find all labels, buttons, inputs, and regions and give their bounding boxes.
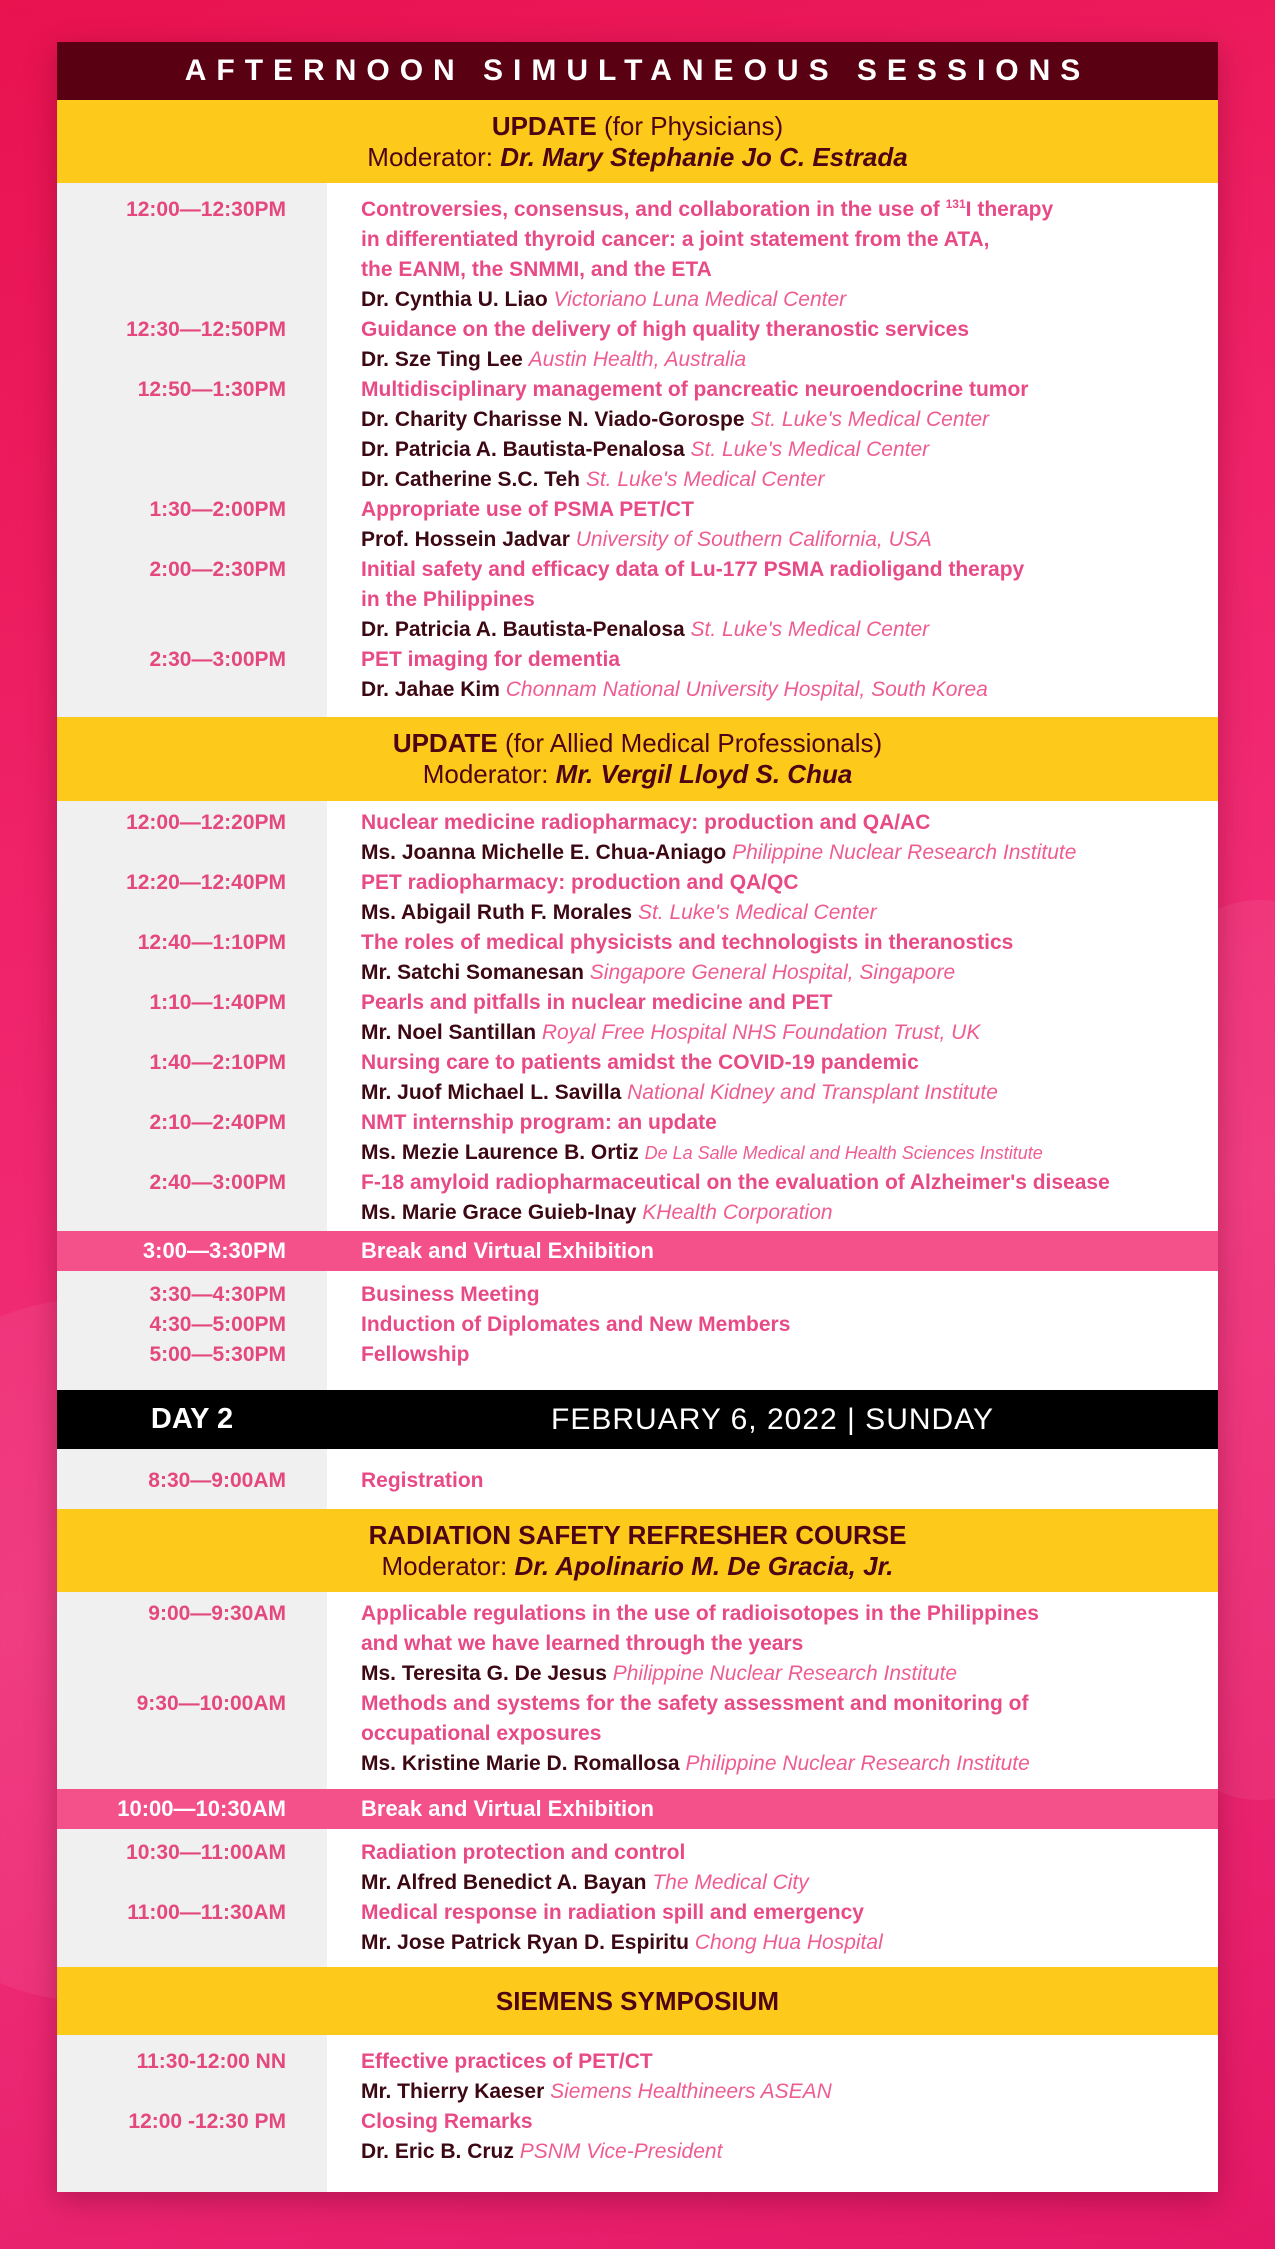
session-content bbox=[361, 1048, 1200, 1108]
talk-title: in differentiated thyroid cancer: a joint statement from the ATA, bbox=[361, 228, 990, 251]
break-time: 10:00—10:30AM bbox=[117, 1796, 286, 1821]
break-bar bbox=[57, 1789, 1218, 1829]
talk-title: in the Philippines bbox=[361, 588, 535, 611]
speaker-affiliation: Austin Health, Australia bbox=[528, 348, 747, 371]
schedule-row bbox=[57, 1108, 1218, 1168]
schedule-row bbox=[57, 808, 1218, 868]
talk-title: Applicable regulations in the use of radioisotopes in the Philippines bbox=[361, 1602, 1039, 1625]
session-content bbox=[361, 1689, 1200, 1779]
speaker-name: Ms. Marie Grace Guieb-Inay bbox=[361, 1201, 637, 1224]
schedule-row bbox=[57, 2107, 1218, 2167]
session-time: 12:50—1:30PM bbox=[137, 378, 286, 401]
business-list bbox=[57, 1280, 1218, 1370]
session-moderator: Moderator: Mr. Vergil Lloyd S. Chua bbox=[422, 759, 853, 789]
session-title: UPDATE (for Physicians) bbox=[491, 110, 784, 141]
talk-title: Nursing care to patients amidst the COVID-19 pandemic bbox=[361, 1051, 919, 1074]
speaker-affiliation: St. Luke's Medical Center bbox=[750, 408, 990, 431]
session-time: 2:40—3:00PM bbox=[149, 1171, 286, 1194]
day-bar bbox=[57, 1390, 1218, 1449]
session-time: 9:00—9:30AM bbox=[148, 1602, 286, 1625]
speaker-affiliation: Philippine Nuclear Research Institute bbox=[612, 1662, 958, 1685]
talk-title: Fellowship bbox=[361, 1343, 470, 1366]
session-moderator: Moderator: Dr. Mary Stephanie Jo C. Estrada bbox=[367, 141, 908, 172]
session-title: RADIATION SAFETY REFRESHER COURSE bbox=[368, 1519, 907, 1550]
speaker-line bbox=[361, 525, 1200, 555]
speaker-affiliation: Chonnam National University Hospital, South Korea bbox=[505, 678, 988, 701]
schedule-row bbox=[57, 1340, 1218, 1370]
session-content bbox=[361, 495, 1200, 555]
break-time: 3:00—3:30PM bbox=[142, 1238, 286, 1263]
talk-title: PET imaging for dementia bbox=[361, 648, 621, 671]
session-title: UPDATE (for Allied Medical Professionals) bbox=[392, 728, 883, 758]
talk-title: NMT internship program: an update bbox=[361, 1111, 717, 1134]
talk-title: Effective practices of PET/CT bbox=[361, 2050, 653, 2073]
speaker-line bbox=[361, 2137, 1200, 2167]
schedule-row bbox=[57, 315, 1218, 375]
speaker-line bbox=[361, 838, 1200, 868]
schedule-row bbox=[57, 645, 1218, 705]
talk-title: Controversies, consensus, and collaboration in the use of $^{131}$I therapy bbox=[361, 197, 1054, 221]
speaker-name: Mr. Juof Michael L. Savilla bbox=[361, 1081, 622, 1104]
session-list-siemens bbox=[57, 2047, 1218, 2167]
speaker-affiliation: National Kidney and Transplant Institute bbox=[627, 1081, 998, 1104]
session-time: 4:30—5:00PM bbox=[149, 1313, 286, 1336]
session-header-radiation bbox=[57, 1509, 1218, 1592]
talk-title: Induction of Diplomates and New Members bbox=[361, 1313, 791, 1336]
speaker-name: Dr. Patricia A. Bautista-Penalosa bbox=[361, 438, 685, 461]
session-content bbox=[361, 645, 1200, 705]
schedule-row bbox=[57, 495, 1218, 555]
session-content bbox=[361, 1280, 1200, 1310]
talk-title: Multidisciplinary management of pancreatic neuroendocrine tumor bbox=[361, 378, 1029, 401]
schedule-row bbox=[57, 928, 1218, 988]
session-time: 1:10—1:40PM bbox=[149, 991, 286, 1014]
schedule-row bbox=[57, 555, 1218, 645]
speaker-name: Mr. Noel Santillan bbox=[361, 1021, 537, 1044]
speaker-name: Mr. Jose Patrick Ryan D. Espiritu bbox=[361, 1931, 689, 1954]
speaker-line bbox=[361, 1018, 1200, 1048]
registration-row bbox=[57, 1466, 1218, 1496]
speaker-line bbox=[361, 1138, 1200, 1168]
speaker-affiliation: Philippine Nuclear Research Institute bbox=[685, 1752, 1030, 1775]
talk-title: PET radiopharmacy: production and QA/QC bbox=[361, 871, 799, 894]
speaker-line bbox=[361, 1078, 1200, 1108]
talk-title: Registration bbox=[361, 1469, 484, 1492]
session-time: 11:30-12:00 NN bbox=[136, 2050, 286, 2073]
speaker-name: Mr. Alfred Benedict A. Bayan bbox=[361, 1871, 647, 1894]
session-list-radiation bbox=[57, 1599, 1218, 1779]
session-content bbox=[361, 2107, 1200, 2167]
session-list-allied bbox=[57, 808, 1218, 1228]
schedule-row bbox=[57, 1168, 1218, 1228]
session-time: 5:00—5:30PM bbox=[149, 1343, 286, 1366]
speaker-name: Dr. Patricia A. Bautista-Penalosa bbox=[361, 618, 685, 641]
speaker-name: Mr. Satchi Somanesan bbox=[361, 961, 584, 984]
session-time: 10:30—11:00AM bbox=[126, 1841, 286, 1864]
session-content bbox=[361, 1168, 1200, 1228]
session-time: 12:00—12:20PM bbox=[126, 811, 286, 834]
speaker-line bbox=[361, 2077, 1200, 2107]
day-date: FEBRUARY 6, 2022 | SUNDAY bbox=[551, 1403, 994, 1436]
speaker-line bbox=[361, 615, 1200, 645]
session-time: 11:00—11:30AM bbox=[127, 1901, 286, 1924]
session-moderator: Moderator: Dr. Apolinario M. De Gracia, Jr. bbox=[381, 1550, 894, 1581]
session-list-radiation-2 bbox=[57, 1838, 1218, 1958]
speaker-line bbox=[361, 1198, 1200, 1228]
session-time: 12:00—12:30PM bbox=[126, 198, 286, 221]
session-time: 2:30—3:00PM bbox=[149, 648, 286, 671]
speaker-line bbox=[361, 1868, 1200, 1898]
speaker-affiliation: University of Southern California, USA bbox=[575, 528, 932, 551]
talk-title: Nuclear medicine radiopharmacy: production and QA/AC bbox=[361, 811, 931, 834]
speaker-affiliation: PSNM Vice-President bbox=[519, 2140, 723, 2163]
talk-title: the EANM, the SNMMI, and the ETA bbox=[361, 258, 712, 281]
speaker-affiliation: Royal Free Hospital NHS Foundation Trust, UK bbox=[541, 1021, 981, 1044]
schedule-row bbox=[57, 1048, 1218, 1108]
session-content bbox=[361, 555, 1200, 645]
speaker-line bbox=[361, 345, 1200, 375]
session-content bbox=[361, 1310, 1200, 1340]
session-content bbox=[361, 1340, 1200, 1370]
schedule-row bbox=[57, 1689, 1218, 1779]
session-content bbox=[361, 868, 1200, 928]
schedule-panel bbox=[57, 42, 1218, 2192]
session-time: 12:00 -12:30 PM bbox=[128, 2110, 286, 2133]
speaker-affiliation: Victoriano Luna Medical Center bbox=[553, 288, 847, 311]
break-bar bbox=[57, 1231, 1218, 1271]
talk-title: occupational exposures bbox=[361, 1722, 602, 1745]
schedule-row bbox=[57, 1898, 1218, 1958]
speaker-line bbox=[361, 465, 1200, 495]
speaker-line bbox=[361, 1928, 1200, 1958]
page-title: AFTERNOON SIMULTANEOUS SESSIONS bbox=[57, 42, 1218, 100]
session-content bbox=[361, 1599, 1200, 1689]
speaker-affiliation: The Medical City bbox=[652, 1871, 809, 1894]
session-content bbox=[361, 1108, 1200, 1168]
speaker-name: Dr. Sze Ting Lee bbox=[361, 348, 523, 371]
speaker-affiliation: Philippine Nuclear Research Institute bbox=[732, 841, 1077, 864]
speaker-line bbox=[361, 405, 1200, 435]
session-content bbox=[361, 1898, 1200, 1958]
speaker-name: Ms. Mezie Laurence B. Ortiz bbox=[361, 1141, 639, 1164]
speaker-name: Dr. Eric B. Cruz bbox=[361, 2140, 514, 2163]
talk-title: The roles of medical physicists and technologists in theranostics bbox=[361, 931, 1014, 954]
session-header-allied bbox=[57, 717, 1218, 801]
session-time: 1:40—2:10PM bbox=[149, 1051, 286, 1074]
speaker-affiliation: St. Luke's Medical Center bbox=[637, 901, 877, 924]
session-time: 12:40—1:10PM bbox=[137, 931, 286, 954]
talk-title: and what we have learned through the years bbox=[361, 1632, 804, 1655]
speaker-affiliation: St. Luke's Medical Center bbox=[690, 618, 930, 641]
speaker-line bbox=[361, 435, 1200, 465]
schedule-row bbox=[57, 1466, 1218, 1496]
talk-title: Methods and systems for the safety assessment and monitoring of bbox=[361, 1692, 1029, 1715]
speaker-name: Prof. Hossein Jadvar bbox=[361, 528, 570, 551]
session-content bbox=[361, 315, 1200, 375]
speaker-affiliation: St. Luke's Medical Center bbox=[585, 468, 825, 491]
session-content bbox=[361, 2047, 1200, 2107]
session-time: 9:30—10:00AM bbox=[136, 1692, 286, 1715]
speaker-affiliation: Singapore General Hospital, Singapore bbox=[589, 961, 956, 984]
speaker-name: Dr. Jahae Kim bbox=[361, 678, 500, 701]
talk-title: Initial safety and efficacy data of Lu-177 PSMA radioligand therapy bbox=[361, 558, 1025, 581]
speaker-affiliation: De La Salle Medical and Health Sciences Institute bbox=[644, 1143, 1043, 1163]
speaker-line bbox=[361, 1659, 1200, 1689]
talk-title: Medical response in radiation spill and emergency bbox=[361, 1901, 864, 1924]
session-content bbox=[361, 375, 1200, 495]
speaker-affiliation: Chong Hua Hospital bbox=[694, 1931, 883, 1954]
speaker-affiliation: Siemens Healthineers ASEAN bbox=[550, 2080, 832, 2103]
session-time: 2:10—2:40PM bbox=[149, 1111, 286, 1134]
speaker-line bbox=[361, 898, 1200, 928]
talk-title: Pearls and pitfalls in nuclear medicine and PET bbox=[361, 991, 833, 1014]
speaker-name: Ms. Kristine Marie D. Romallosa bbox=[361, 1752, 680, 1775]
talk-title: F-18 amyloid radiopharmaceutical on the evaluation of Alzheimer's disease bbox=[361, 1171, 1110, 1194]
break-label: Break and Virtual Exhibition bbox=[361, 1796, 654, 1821]
schedule-row bbox=[57, 1280, 1218, 1310]
session-time: 2:00—2:30PM bbox=[149, 558, 286, 581]
schedule-row bbox=[57, 195, 1218, 315]
speaker-line bbox=[361, 1749, 1200, 1779]
schedule-row bbox=[57, 1599, 1218, 1689]
speaker-line bbox=[361, 675, 1200, 705]
talk-title: Guidance on the delivery of high quality theranostic services bbox=[361, 318, 969, 341]
session-time: 8:30—9:00AM bbox=[148, 1469, 286, 1492]
session-content bbox=[361, 195, 1200, 315]
speaker-name: Dr. Cynthia U. Liao bbox=[361, 288, 548, 311]
schedule-row bbox=[57, 988, 1218, 1048]
session-content bbox=[361, 1466, 1200, 1496]
speaker-name: Ms. Abigail Ruth F. Morales bbox=[361, 901, 633, 924]
day-label: DAY 2 bbox=[150, 1403, 234, 1435]
schedule-row bbox=[57, 375, 1218, 495]
session-header-physicians bbox=[57, 100, 1218, 183]
session-list-physicians bbox=[57, 195, 1218, 705]
break-label: Break and Virtual Exhibition bbox=[361, 1238, 654, 1263]
session-title: SIEMENS SYMPOSIUM bbox=[495, 1985, 780, 2016]
talk-title: Radiation protection and control bbox=[361, 1841, 686, 1864]
session-content bbox=[361, 1838, 1200, 1898]
talk-title: Business Meeting bbox=[361, 1283, 540, 1306]
session-time: 12:30—12:50PM bbox=[126, 318, 286, 341]
speaker-affiliation: KHealth Corporation bbox=[642, 1201, 833, 1224]
speaker-name: Dr. Catherine S.C. Teh bbox=[361, 468, 580, 491]
speaker-name: Mr. Thierry Kaeser bbox=[361, 2080, 545, 2103]
session-content bbox=[361, 988, 1200, 1048]
speaker-line bbox=[361, 285, 1200, 315]
session-header-siemens bbox=[57, 1967, 1218, 2035]
speaker-name: Ms. Joanna Michelle E. Chua-Aniago bbox=[361, 841, 727, 864]
schedule-row bbox=[57, 1310, 1218, 1340]
session-time: 1:30—2:00PM bbox=[149, 498, 286, 521]
schedule-row bbox=[57, 1838, 1218, 1898]
schedule-row bbox=[57, 2047, 1218, 2107]
speaker-line bbox=[361, 958, 1200, 988]
session-time: 3:30—4:30PM bbox=[149, 1283, 286, 1306]
speaker-name: Dr. Charity Charisse N. Viado-Gorospe bbox=[361, 408, 745, 431]
session-content bbox=[361, 808, 1200, 868]
talk-title: Appropriate use of PSMA PET/CT bbox=[361, 498, 694, 521]
schedule-row bbox=[57, 868, 1218, 928]
talk-title: Closing Remarks bbox=[361, 2110, 533, 2133]
session-time: 12:20—12:40PM bbox=[126, 871, 286, 894]
session-content bbox=[361, 928, 1200, 988]
speaker-affiliation: St. Luke's Medical Center bbox=[690, 438, 930, 461]
speaker-name: Ms. Teresita G. De Jesus bbox=[361, 1662, 607, 1685]
